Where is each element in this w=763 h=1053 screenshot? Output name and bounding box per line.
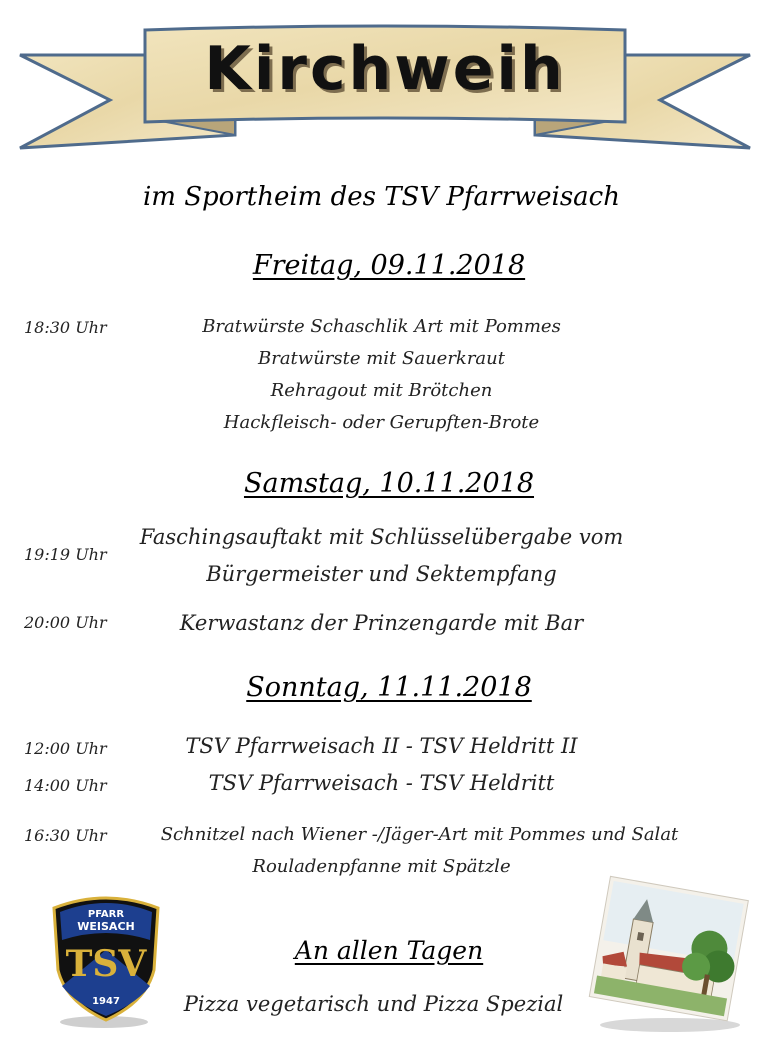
church-picture-icon — [580, 875, 750, 1035]
title-banner — [0, 0, 763, 165]
crest-icon — [46, 890, 166, 1030]
time-label: 19:19 Uhr — [24, 545, 107, 564]
time-label: 20:00 Uhr — [24, 613, 107, 632]
crest-letters: TSV — [65, 943, 147, 985]
day-heading-sunday: Sonntag, 11.11.2018 — [246, 672, 532, 703]
church-painting — [580, 875, 750, 1035]
day-heading-all-days: An allen Tagen — [294, 936, 484, 965]
time-label: 12:00 Uhr — [24, 739, 107, 758]
menu-item: Bratwürste mit Sauerkraut — [257, 348, 505, 369]
day-heading-friday: Freitag, 09.11.2018 — [252, 250, 526, 281]
crest-top-text: PFARR — [87, 909, 125, 920]
day-heading-saturday: Samstag, 10.11.2018 — [243, 468, 535, 499]
menu-item: Bratwürste Schaschlik Art mit Pommes — [202, 316, 561, 337]
menu-item: Pizza vegetarisch und Pizza Spezial — [183, 992, 564, 1016]
menu-item: Rehragout mit Brötchen — [270, 380, 493, 401]
banner-title: Kirchweih — [204, 34, 566, 104]
time-label: 18:30 Uhr — [24, 318, 107, 337]
menu-item: Schnitzel nach Wiener -/Jäger-Art mit Pommes und Salat — [160, 824, 679, 845]
match-item: TSV Pfarrweisach - TSV Heldritt — [208, 771, 555, 795]
menu-item: Rouladenpfanne mit Spätzle — [252, 856, 511, 877]
crest-year: 1947 — [92, 996, 120, 1007]
time-label: 16:30 Uhr — [24, 826, 107, 845]
event-item: Bürgermeister und Sektempfang — [206, 562, 557, 586]
time-label: 14:00 Uhr — [24, 776, 107, 795]
tsv-crest — [46, 890, 166, 1030]
venue-subtitle: im Sportheim des TSV Pfarrweisach — [142, 182, 620, 212]
menu-item: Hackfleisch- oder Gerupften-Brote — [223, 412, 540, 433]
event-item: Kerwastanz der Prinzengarde mit Bar — [179, 611, 584, 635]
crest-middle-text: WEISACH — [77, 920, 135, 933]
event-item: Faschingsauftakt mit Schlüsselübergabe vom — [139, 525, 624, 549]
match-item: TSV Pfarrweisach II - TSV Heldritt II — [185, 734, 578, 758]
